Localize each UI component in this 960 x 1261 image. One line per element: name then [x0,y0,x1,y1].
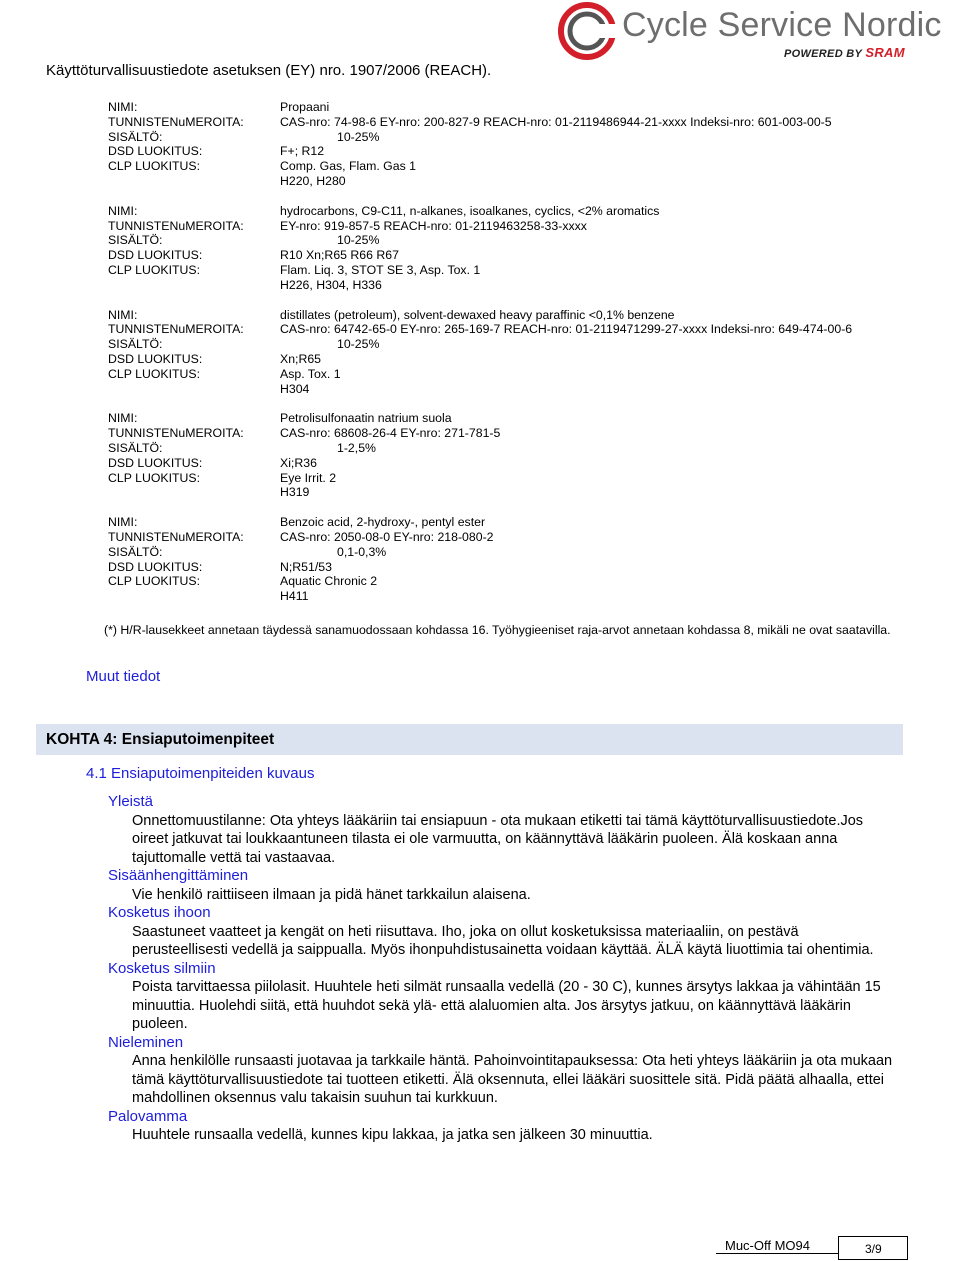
substance-entry [108,308,908,397]
clp-label: CLP LUOKITUS: [108,574,201,589]
content-label: SISÄLTÖ: [108,337,163,352]
substance-id-row [108,426,908,441]
substance-dsd-row [108,560,908,575]
substance-entry [108,411,908,500]
dsd-label: DSD LUOKITUS: [108,455,203,470]
clp-label: CLP LUOKITUS: [108,262,201,277]
substance-content-row [108,441,908,456]
substance-dsd: N;R51/53 [280,559,332,574]
substance-content: 10-25% [337,337,380,352]
first-aid-list [108,793,898,1145]
content-label: SISÄLTÖ: [108,129,163,144]
substance-name-row [108,411,908,426]
substance-dsd-row [108,456,908,471]
substance-name: Benzoic acid, 2-hydroxy-, pentyl ester [280,515,486,530]
page-number-box [838,1236,908,1260]
first-aid-heading: Palovamma [108,1107,188,1125]
first-aid-text: Vie henkilö raittiiseen ilmaan ja pidä hänet tarkkailun alaisena. [132,886,531,903]
substance-name-row [108,204,908,219]
clp-label: CLP LUOKITUS: [108,366,201,381]
first-aid-item [108,960,898,1034]
name-label: NIMI: [108,411,138,426]
id-label: TUNNISTENuMEROITA: [108,218,244,233]
substance-id: CAS-nro: 74-98-6 EY-nro: 200-827-9 REACH-nro: 01-2119486944-21-xxxx Indeksi-nro: 601-003-00-5 [280,114,832,129]
substance-id: EY-nro: 919-857-5 REACH-nro: 01-2119463258-33-xxxx [280,218,587,233]
dsd-label: DSD LUOKITUS: [108,144,203,159]
substance-dsd-row [108,352,908,367]
first-aid-item [108,904,898,960]
substance-name: distillates (petroleum), solvent-dewaxed heavy paraffinic <0,1% benzene [280,307,675,322]
id-label: TUNNISTENuMEROITA: [108,426,244,441]
clp-label: CLP LUOKITUS: [108,159,201,174]
substance-id: CAS-nro: 2050-08-0 EY-nro: 218-080-2 [280,529,494,544]
substance-name-row [108,308,908,323]
first-aid-heading: Nieleminen [108,1033,184,1051]
substance-clp: Eye Irrit. 2 [280,470,337,485]
section-header-bar [36,724,903,755]
substance-hazard: H220, H280 [280,173,346,188]
subsection-title: 4.1 Ensiaputoimenpiteiden kuvaus [86,765,315,782]
substance-hazard-row [108,174,908,189]
substance-clp-row [108,263,908,278]
substance-clp: Asp. Tox. 1 [280,366,341,381]
substance-list [108,100,908,619]
id-label: TUNNISTENuMEROITA: [108,322,244,337]
substance-name: Petrolisulfonaatin natrium suola [280,411,452,426]
content-label: SISÄLTÖ: [108,233,163,248]
content-label: SISÄLTÖ: [108,544,163,559]
substance-dsd: R10 Xn;R65 R66 R67 [280,248,399,263]
substance-id-row [108,115,908,130]
substance-id: CAS-nro: 68608-26-4 EY-nro: 271-781-5 [280,426,501,441]
logo-name: Cycle Service Nordic [622,6,942,44]
company-logo [558,2,942,64]
substance-id-row [108,322,908,337]
page-number: 3/9 [865,1242,882,1256]
dsd-label: DSD LUOKITUS: [108,351,203,366]
first-aid-heading: Kosketus ihoon [108,904,211,921]
substance-id: CAS-nro: 64742-65-0 EY-nro: 265-169-7 REACH-nro: 01-2119471299-27-xxxx Indeksi-nro: 649-474-00-6 [280,322,853,337]
first-aid-item [108,1108,898,1145]
substance-content-row [108,130,908,145]
id-label: TUNNISTENuMEROITA: [108,529,244,544]
logo-emblem-icon [558,2,616,60]
substance-content: 1-2,5% [337,440,376,455]
substance-clp: Flam. Liq. 3, STOT SE 3, Asp. Tox. 1 [280,262,481,277]
first-aid-text: Anna henkilölle runsaasti juotavaa ja tarkkaile häntä. Pahoinvointitapauksessa: Ota heti yhteys lääkäriin ja ota mukaan tämä käyttöturvallisuustiedote tai tuotteen etiketti. Älä oksennuta, ellei lääkäri suosittele sitä. Pidä päätä alhaalla, ettei mahdollinen oksennus valu takaisin suuhun tai kurkkuun. [132,1053,893,1106]
dsd-label: DSD LUOKITUS: [108,248,203,263]
first-aid-item [108,1034,898,1108]
id-label: TUNNISTENuMEROITA: [108,114,244,129]
first-aid-text: Poista tarvittaessa piilolasit. Huuhtele heti silmät runsaalla vedellä (20 - 30 C), kunnes ärsytys lakkaa ja vähintään 15 minuuttia. Huolehdi siitä, että huuhdot sekä ylä- että alaluomien alta. Jos ärsytys jatkuu, on käännyttävä lääkärin puoleen. [132,979,881,1032]
substance-name-row [108,100,908,115]
substance-clp: Aquatic Chronic 2 [280,574,378,589]
other-info-heading: Muut tiedot [86,668,161,685]
document-title: Käyttöturvallisuustiedote asetuksen (EY) nro. 1907/2006 (REACH). [46,62,492,79]
name-label: NIMI: [108,307,138,322]
substance-clp-row [108,159,908,174]
substance-hazard-row [108,589,908,604]
substance-dsd: Xn;R65 [280,351,322,366]
substance-hazard: H226, H304, H336 [280,277,382,292]
substance-content: 0,1-0,3% [337,544,387,559]
substance-clp-row [108,367,908,382]
first-aid-text: Huuhtele runsaalla vedellä, kunnes kipu lakkaa, ja jatka sen jälkeen 30 minuuttia. [132,1127,653,1143]
dsd-label: DSD LUOKITUS: [108,559,203,574]
substance-content: 10-25% [337,129,380,144]
substance-hazard-row [108,485,908,500]
name-label: NIMI: [108,100,138,114]
substance-dsd: Xi;R36 [280,455,317,470]
substance-name-row [108,515,908,530]
substance-entry [108,204,908,293]
section-title: KOHTA 4: Ensiaputoimenpiteet [46,731,275,748]
substance-content-row [108,233,908,248]
clp-label: CLP LUOKITUS: [108,470,201,485]
substance-clp-row [108,574,908,589]
first-aid-text: Saastuneet vaatteet ja kengät on heti riisuttava. Iho, joka on ollut kosketuksissa materiaaliin, on pestävä perusteellisesti vedellä ja saippualla. Myös ihonpuhdistusainetta voidaan käyttää. ÄLÄ käytä liuottimia tai ohentimia. [132,923,874,958]
substance-clp-row [108,471,908,486]
substance-name: hydrocarbons, C9-C11, n-alkanes, isoalkanes, cyclics, <2% aromatics [280,203,660,218]
substance-name: Propaani [280,100,330,114]
first-aid-heading: Sisäänhengittäminen [108,867,249,884]
substance-content: 10-25% [337,233,380,248]
substance-hazard-row [108,382,908,397]
substance-entry [108,100,908,189]
first-aid-item [108,793,898,867]
first-aid-heading: Kosketus silmiin [108,959,216,977]
first-aid-heading: Yleistä [108,793,154,810]
footer-product-name: Muc-Off MO94 [725,1238,811,1253]
substance-content-row [108,337,908,352]
footer-divider [716,1253,838,1254]
substance-hazard: H304 [280,381,310,396]
logo-brand: SRAM [865,45,905,60]
logo-powered-by [784,45,905,60]
substance-hazard: H411 [280,589,309,604]
substance-clp: Comp. Gas, Flam. Gas 1 [280,159,416,174]
substance-entry [108,515,908,604]
first-aid-text: Onnettomuustilanne: Ota yhteys lääkäriin tai ensiapuun - ota mukaan etiketti tai tämä käyttöturvallisuustiedote.Jos oireet jatkuvat tai loukkaantuneen tilasta ei ole varmuutta, on käännyttävä lääkärin puoleen. Älä koskaan anna tajuttomalle vettä tai vastaavaa. [132,812,864,866]
substance-hazard-row [108,278,908,293]
footnote: (*) H/R-lausekkeet annetaan täydessä sanamuodossaan kohdassa 16. Työhygieeniset raja-arvot annetaan kohdassa 8, mikäli ne ovat saatavilla. [104,623,891,637]
substance-id-row [108,530,908,545]
name-label: NIMI: [108,203,138,218]
logo-powered-label: POWERED BY [784,48,862,60]
first-aid-item [108,867,898,904]
name-label: NIMI: [108,515,138,530]
content-label: SISÄLTÖ: [108,440,163,455]
substance-dsd-row [108,144,908,159]
substance-dsd: F+; R12 [280,144,325,159]
substance-content-row [108,545,908,560]
substance-hazard: H319 [280,485,310,500]
substance-id-row [108,219,908,234]
substance-dsd-row [108,248,908,263]
